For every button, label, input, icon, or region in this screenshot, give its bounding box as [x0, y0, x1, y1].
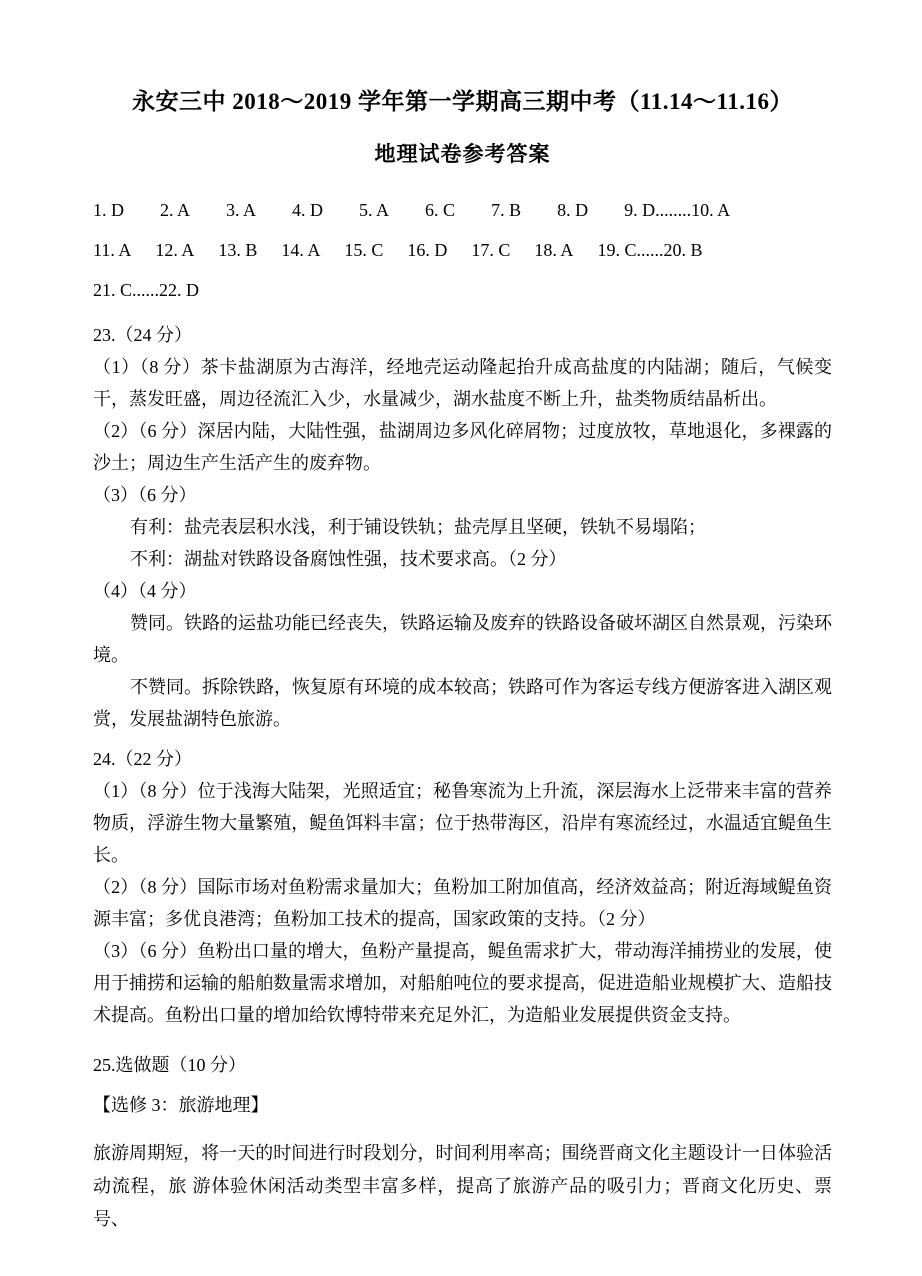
- q25-header: 25.选做题（10 分）: [93, 1055, 246, 1075]
- q23-answer-4-agree: 赞同。铁路的运盐功能已经丧失，铁路运输及废弃的铁路设备破坏湖区自然景观，污染环境。: [93, 613, 832, 665]
- answer-key-row-2: [93, 230, 832, 270]
- answer-item: 3. A: [226, 200, 257, 220]
- q23-answer-4-disagree: 不赞同。拆除铁路，恢复原有环境的成本较高；铁路可作为客运专线方便游客进入湖区观赏，发展盐湖特色旅游。: [93, 677, 832, 729]
- answer-item: 4. D: [292, 200, 324, 220]
- answer-item: 8. D: [557, 200, 589, 220]
- answer-item: 1. D: [93, 200, 124, 220]
- answer-item: 21. C......22. D: [93, 280, 200, 300]
- section-q25: [93, 1049, 832, 1236]
- document-title: 永安三中 2018～2019 学年第一学期高三期中考（11.14～11.16）: [132, 89, 793, 114]
- answer-key-row-1: [93, 190, 832, 230]
- answer-item: 6. C: [425, 200, 456, 220]
- answer-key: [93, 190, 832, 310]
- answer-item: 18. A: [534, 240, 574, 260]
- answer-item: 7. B: [491, 200, 522, 220]
- answer-item: 13. B: [218, 240, 258, 260]
- q24-answer-1: （1）（8 分）位于浅海大陆架，光照适宜；秘鲁寒流为上升流，深层海水上泛带来丰富的营养物质，浮游生物大量繁殖，鳀鱼饵料丰富；位于热带海区，沿岸有寒流经过，水温适宜鳀鱼生长。: [93, 781, 832, 865]
- q23-answer-4-header: （4）（4 分）: [93, 581, 197, 601]
- answer-item: 2. A: [160, 200, 191, 220]
- q23-answer-3-header: （3）（6 分）: [93, 485, 197, 505]
- answer-item: 5. A: [359, 200, 390, 220]
- q24-answer-2: （2）（8 分）国际市场对鱼粉需求量加大；鱼粉加工附加值高，经济效益高；附近海域鳀鱼资源丰富；多优良港湾；鱼粉加工技术的提高，国家政策的支持。（2 分）: [93, 877, 832, 929]
- answer-item: 16. D: [407, 240, 448, 260]
- q23-header: 23.（24 分）: [93, 325, 192, 345]
- answer-item: 17. C: [471, 240, 511, 260]
- section-q24: [93, 743, 832, 1031]
- answer-key-row-3: [93, 270, 832, 310]
- answer-item: 12. A: [155, 240, 195, 260]
- q23-answer-3-pro: 有利：盐壳表层积水浅，利于铺设铁轨；盐壳厚且坚硬，铁轨不易塌陷；: [130, 517, 706, 537]
- answer-item: 19. C......20. B: [597, 240, 703, 260]
- q24-header: 24.（22 分）: [93, 749, 192, 769]
- answer-item: 14. A: [281, 240, 321, 260]
- q23-answer-1: （1）（8 分）茶卡盐湖原为古海洋，经地壳运动隆起抬升成高盐度的内陆湖；随后，气候变干，蒸发旺盛，周边径流汇入少，水量减少，湖水盐度不断上升，盐类物质结晶析出。: [93, 357, 832, 409]
- section-q23: [93, 319, 832, 735]
- answer-item: 9. D........10. A: [624, 200, 731, 220]
- answer-item: 15. C: [344, 240, 384, 260]
- answer-item: 11. A: [93, 240, 132, 260]
- q23-answer-3-con: 不利：湖盐对铁路设备腐蚀性强，技术要求高。（2 分）: [130, 549, 567, 569]
- q25-answer: 旅游周期短，将一天的时间进行时段划分，时间利用率高；围绕晋商文化主题设计一日体验活动流程，旅 游体验休闲活动类型丰富多样，提高了旅游产品的吸引力；晋商文化历史、票号、: [93, 1143, 832, 1229]
- q25-elective-label: 【选修 3：旅游地理】: [93, 1095, 269, 1115]
- q23-answer-2: （2）（6 分）深居内陆，大陆性强，盐湖周边多风化碎屑物；过度放牧，草地退化，多裸露的沙土；周边生产生活产生的废弃物。: [93, 421, 832, 473]
- document-subtitle: 地理试卷参考答案: [374, 142, 551, 166]
- q24-answer-3: （3）（6 分）鱼粉出口量的增大，鱼粉产量提高，鳀鱼需求扩大，带动海洋捕捞业的发展，使用于捕捞和运输的船舶数量需求增加，对船舶吨位的要求提高，促进造船业规模扩大、造船技术提高。鱼粉出口量的增加给钦博特带来充足外汇，为造船业发展提供资金支持。: [93, 941, 832, 1025]
